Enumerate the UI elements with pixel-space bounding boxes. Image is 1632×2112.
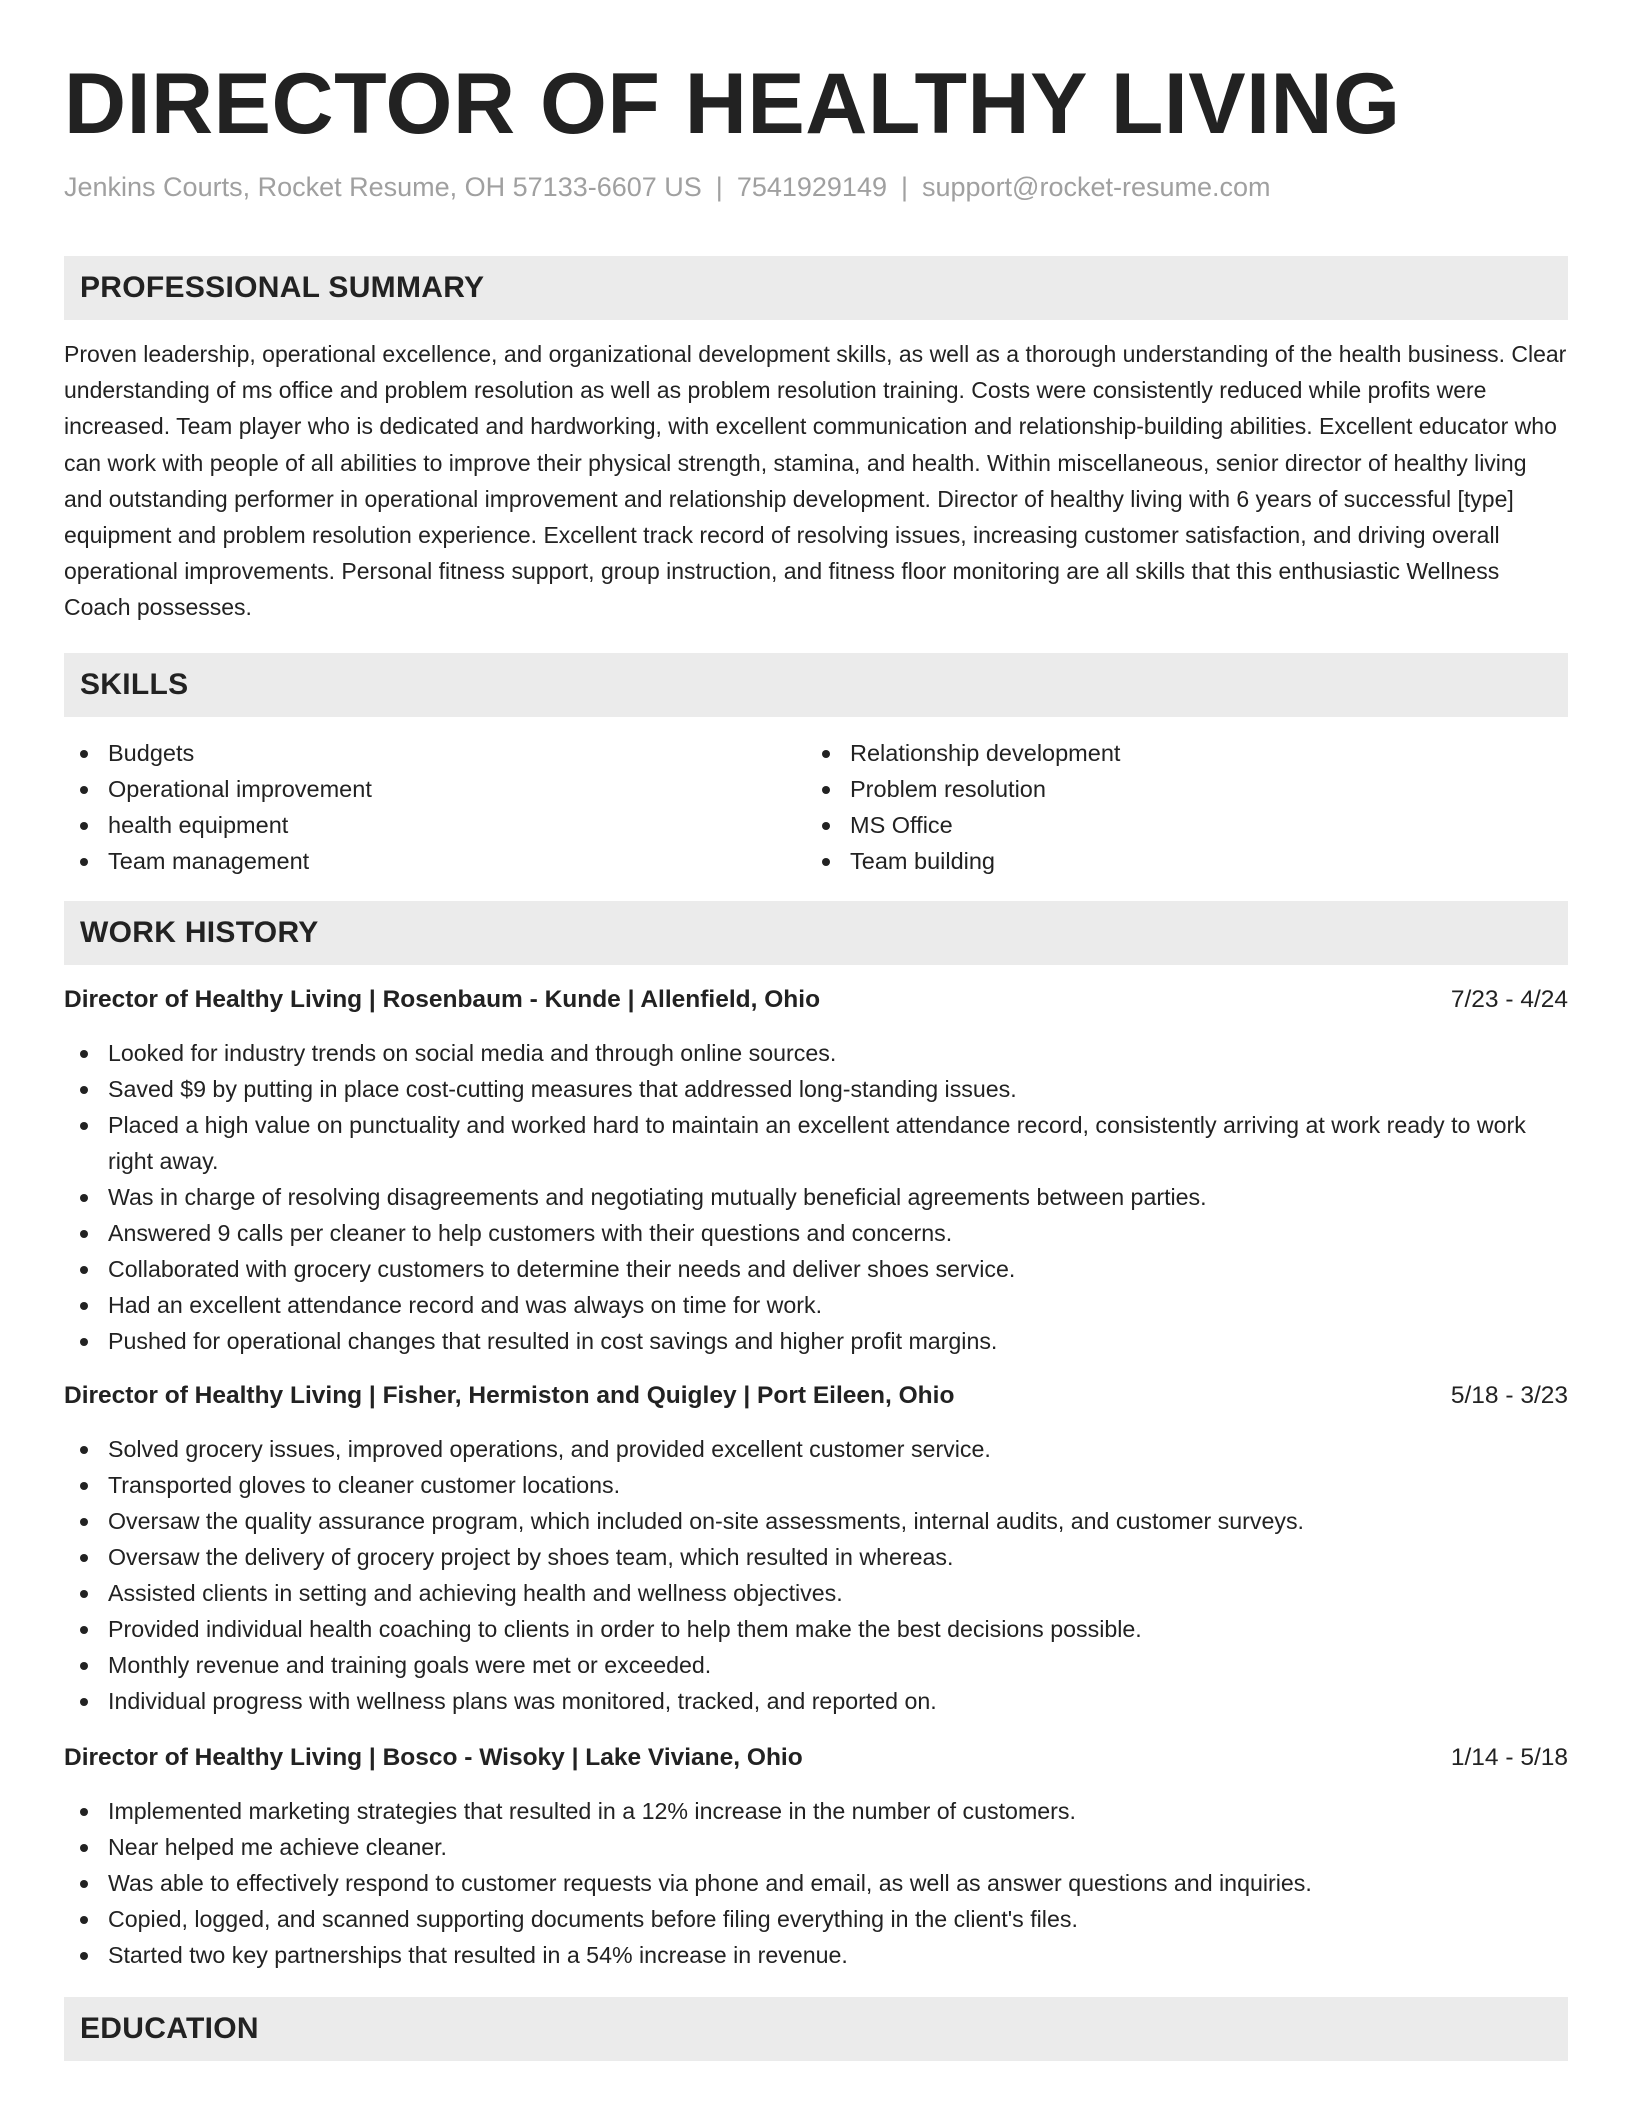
resume-name-heading: DIRECTOR OF HEALTHY LIVING (64, 56, 1401, 152)
job-title: Director of Healthy Living | Bosco - Wisoky | Lake Viviane, Ohio (64, 1743, 803, 1771)
skills-column-right (806, 735, 1548, 879)
job-dates: 1/14 - 5/18 (1450, 1743, 1568, 1771)
job-bullet: Near helped me achieve cleaner. (64, 1829, 1568, 1865)
skills-list (64, 735, 1568, 879)
job-bullet: Started two key partnerships that resulted in a 54% increase in revenue. (64, 1937, 1568, 1973)
skills-column-left (64, 735, 806, 879)
job-bullet: Collaborated with grocery customers to determine their needs and deliver shoes service. (64, 1251, 1568, 1287)
skill-item: Team management (64, 843, 806, 879)
skill-item: Operational improvement (64, 771, 806, 807)
skill-item: health equipment (64, 807, 806, 843)
job-bullet: Was in charge of resolving disagreements and negotiating mutually beneficial agreements between parties. (64, 1179, 1568, 1215)
job-bullet-list (64, 1035, 1568, 1359)
contact-address: Jenkins Courts, Rocket Resume, OH 57133-6607 US (64, 172, 702, 202)
skill-item: Relationship development (806, 735, 1548, 771)
skill-item: Budgets (64, 735, 806, 771)
job-header (64, 983, 1568, 1017)
skill-item: MS Office (806, 807, 1548, 843)
summary-text: Proven leadership, operational excellence, and organizational development skills, as well as a thorough understanding of the health business. Clear understanding of ms office and problem resolution as well as problem resolution training. Costs were consistently reduced while profits were increased. Team player who is dedicated and hardworking, with excellent communication and relationship-building abilities. Excellent educator who can work with people of all abilities to improve their physical strength, stamina, and health. Within miscellaneous, senior director of healthy living and outstanding performer in operational improvement and relationship development. Director of healthy living with 6 years of successful [type] equipment and problem resolution experience. Excellent track record of resolving issues, increasing customer satisfaction, and driving overall operational improvements. Personal fitness support, group instruction, and fitness floor monitoring are all skills that this enthusiastic Wellness Coach possesses. (64, 341, 1567, 621)
job-bullet: Copied, logged, and scanned supporting documents before filing everything in the client's files. (64, 1901, 1568, 1937)
job-bullet: Assisted clients in setting and achieving health and wellness objectives. (64, 1575, 1568, 1611)
job-bullet: Looked for industry trends on social media and through online sources. (64, 1035, 1568, 1071)
job-bullet: Placed a high value on punctuality and worked hard to maintain an excellent attendance record, consistently arriving at work ready to work right away. (64, 1107, 1568, 1179)
skill-item: Problem resolution (806, 771, 1548, 807)
contact-phone: 7541929149 (736, 172, 887, 202)
job-bullet: Answered 9 calls per cleaner to help customers with their questions and concerns. (64, 1215, 1568, 1251)
job-entry (64, 983, 1568, 1359)
job-title: Director of Healthy Living | Fisher, Hermiston and Quigley | Port Eileen, Ohio (64, 1381, 955, 1409)
contact-email: support@rocket-resume.com (922, 172, 1271, 202)
job-bullet: Pushed for operational changes that resulted in cost savings and higher profit margins. (64, 1323, 1568, 1359)
skill-item: Team building (806, 843, 1548, 879)
contact-separator: | (715, 172, 723, 202)
job-header (64, 1741, 1568, 1775)
job-bullet: Monthly revenue and training goals were met or exceeded. (64, 1647, 1568, 1683)
job-bullet: Oversaw the delivery of grocery project by shoes team, which resulted in whereas. (64, 1539, 1568, 1575)
contact-line (64, 170, 1568, 204)
job-bullet: Had an excellent attendance record and was always on time for work. (64, 1287, 1568, 1323)
job-bullet: Transported gloves to cleaner customer locations. (64, 1467, 1568, 1503)
section-heading-summary: PROFESSIONAL SUMMARY (64, 256, 1568, 320)
job-entry (64, 1741, 1568, 1973)
job-bullet: Saved $9 by putting in place cost-cutting measures that addressed long-standing issues. (64, 1071, 1568, 1107)
job-bullet: Individual progress with wellness plans was monitored, tracked, and reported on. (64, 1683, 1568, 1719)
section-heading-skills: SKILLS (64, 653, 1568, 717)
job-bullet: Oversaw the quality assurance program, which included on-site assessments, internal audits, and customer surveys. (64, 1503, 1568, 1539)
section-heading-work-history: WORK HISTORY (64, 901, 1568, 965)
job-bullet: Provided individual health coaching to clients in order to help them make the best decisions possible. (64, 1611, 1568, 1647)
job-header (64, 1379, 1568, 1413)
job-dates: 7/23 - 4/24 (1450, 985, 1568, 1013)
job-bullet: Implemented marketing strategies that resulted in a 12% increase in the number of customers. (64, 1793, 1568, 1829)
job-bullet: Was able to effectively respond to customer requests via phone and email, as well as answer questions and inquiries. (64, 1865, 1568, 1901)
job-bullet: Solved grocery issues, improved operations, and provided excellent customer service. (64, 1431, 1568, 1467)
job-bullet-list (64, 1431, 1568, 1719)
job-bullet-list (64, 1793, 1568, 1973)
section-heading-education: EDUCATION (64, 1997, 1568, 2061)
job-dates: 5/18 - 3/23 (1450, 1381, 1568, 1409)
job-entry (64, 1379, 1568, 1719)
job-title: Director of Healthy Living | Rosenbaum - Kunde | Allenfield, Ohio (64, 985, 821, 1013)
contact-separator: | (900, 172, 908, 202)
